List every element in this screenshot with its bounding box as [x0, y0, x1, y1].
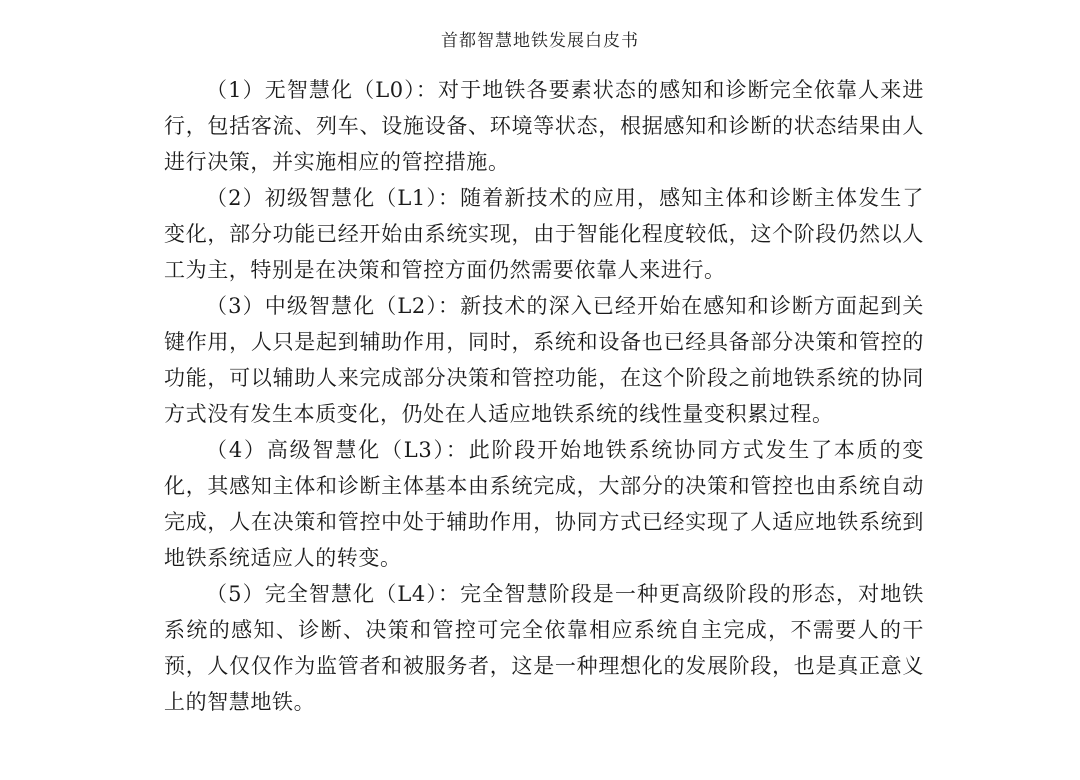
paragraph-level-l0: （1）无智慧化（L0）：对于地铁各要素状态的感知和诊断完全依靠人来进行，包括客流、列车、设施设备、环境等状态，根据感知和诊断的状态结果由人进行决策，并实施相应的管控措施。: [164, 78, 924, 174]
paragraph-level-l1: （2）初级智慧化（L1）：随着新技术的应用，感知主体和诊断主体发生了变化，部分功能已经开始由系统实现，由于智能化程度较低，这个阶段仍然以人工为主，特别是在决策和管控方面仍然需要依靠人来进行。: [164, 186, 924, 282]
document-body: [164, 72, 924, 720]
paragraph-level-l4: （5）完全智慧化（L4）：完全智慧阶段是一种更高级阶段的形态，对地铁系统的感知、诊断、决策和管控可完全依靠相应系统自主完成，不需要人的干预，人仅仅作为监管者和被服务者，这是一种理想化的发展阶段，也是真正意义上的智慧地铁。: [164, 582, 924, 714]
page-header-title: 首都智慧地铁发展白皮书: [441, 31, 639, 51]
paragraph-level-l3: （4）高级智慧化（L3）：此阶段开始地铁系统协同方式发生了本质的变化，其感知主体和诊断主体基本由系统完成，大部分的决策和管控也由系统自动完成，人在决策和管控中处于辅助作用，协同方式已经实现了人适应地铁系统到地铁系统适应人的转变。: [164, 438, 924, 570]
paragraph-level-l2: （3）中级智慧化（L2）：新技术的深入已经开始在感知和诊断方面起到关键作用，人只是起到辅助作用，同时，系统和设备也已经具备部分决策和管控的功能，可以辅助人来完成部分决策和管控功能，在这个阶段之前地铁系统的协同方式没有发生本质变化，仍处在人适应地铁系统的线性量变积累过程。: [164, 294, 924, 426]
